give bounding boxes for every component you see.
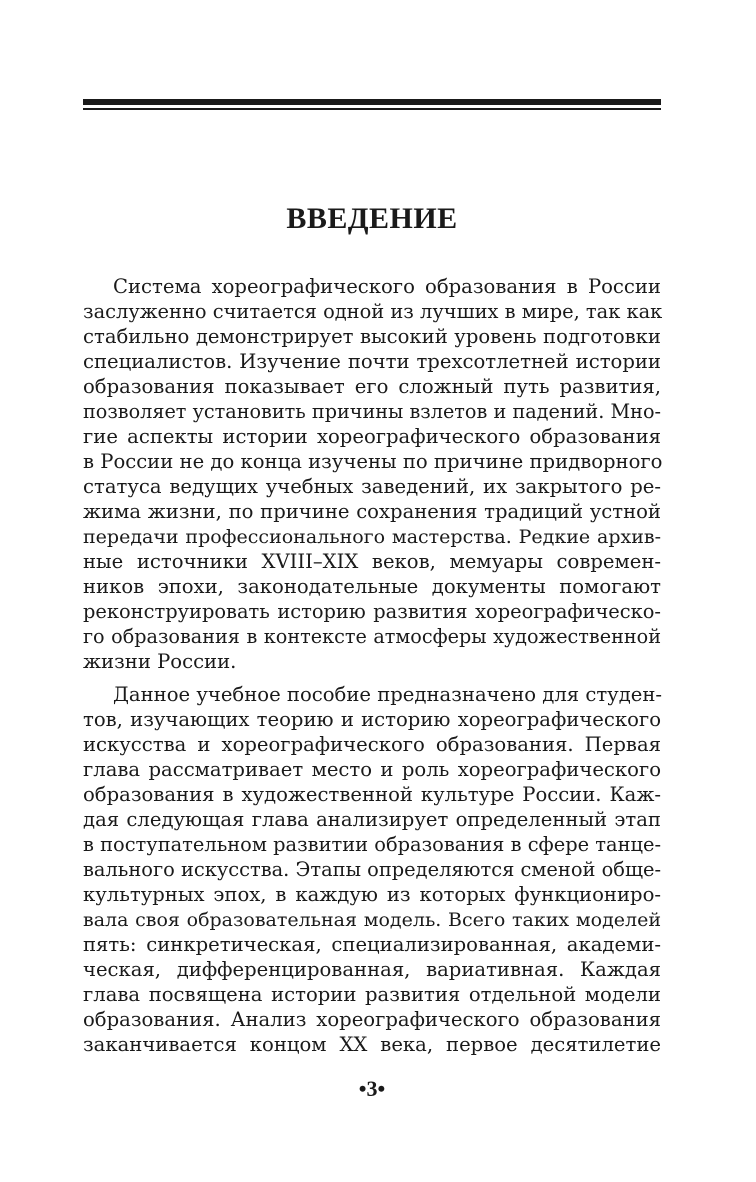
- paragraph-1-line: в России не до конца изучены по причине придворного: [83, 450, 663, 473]
- paragraph-2-line: вала своя образовательная модель. Всего таких моделей: [83, 909, 661, 931]
- paragraph-2-line: глава посвящена истории развития отдельной модели: [83, 983, 661, 1006]
- paragraph-2-line: глава рассматривает место и роль хореографического: [83, 758, 661, 781]
- paragraph-1-line: ные источники XVIII–XIX веков, мемуары современ-: [83, 550, 661, 573]
- paragraph-2-line: пять: синкретическая, специализированная, академи-: [83, 933, 661, 956]
- paragraph-2-line: вального искусства. Этапы определяются сменой обще-: [83, 858, 661, 881]
- paragraph-2-line: в поступательном развитии образования в сфере танце-: [83, 833, 661, 856]
- paragraph-1-line: стабильно демонстрирует высокий уровень подготовки: [83, 325, 661, 348]
- paragraph-2-line: образования в художественной культуре России. Каж-: [83, 783, 661, 806]
- paragraph-1-line: жизни России.: [83, 650, 237, 673]
- page-number: •3•: [358, 1076, 386, 1101]
- header-rule-thick: [83, 99, 661, 105]
- paragraph-1-line: специалистов. Изучение почти трехсотлетней истории: [83, 350, 661, 373]
- paragraph-1-line: жима жизни, по причине сохранения традиций устной: [83, 500, 661, 523]
- paragraph-1-line: го образования в контексте атмосферы художественной: [83, 625, 661, 648]
- paragraph-1-line: передачи профессионального мастерства. Редкие архив-: [83, 526, 661, 548]
- paragraph-1-line: ников эпохи, законодательные документы помогают: [83, 575, 661, 598]
- paragraph-2-line: культурных эпох, в каждую из которых функциониро-: [83, 883, 661, 906]
- chapter-heading: ВВЕДЕНИЕ: [286, 202, 458, 235]
- paragraph-2-line: заканчивается концом XX века, первое десятилетие: [83, 1033, 661, 1056]
- paragraph-1-line: Система хореографического образования в России: [113, 275, 661, 298]
- paragraph-2-line: тов, изучающих теорию и историю хореографического: [83, 708, 661, 731]
- paragraph-1-line: гие аспекты истории хореографического образования: [83, 425, 661, 448]
- paragraph-2-line: ческая, дифференцированная, вариативная. Каждая: [83, 958, 661, 981]
- paragraph-2-line: искусства и хореографического образования. Первая: [83, 733, 661, 756]
- paragraph-1-line: заслуженно считается одной из лучших в мире, так как: [83, 300, 663, 323]
- paragraph-2-line: образования. Анализ хореографического образования: [83, 1008, 661, 1031]
- paragraph-1-line: позволяет установить причины взлетов и падений. Мно-: [83, 400, 661, 423]
- paragraph-1-line: статуса ведущих учебных заведений, их закрытого ре-: [83, 475, 661, 498]
- paragraph-2-line: дая следующая глава анализирует определенный этап: [83, 808, 661, 831]
- paragraph-1-line: реконструировать историю развития хореографическо-: [83, 600, 661, 623]
- header-rule-thin: [83, 108, 661, 110]
- paragraph-2-line: Данное учебное пособие предназначено для студен-: [113, 683, 663, 706]
- paragraph-1-line: образования показывает его сложный путь развития,: [83, 375, 661, 398]
